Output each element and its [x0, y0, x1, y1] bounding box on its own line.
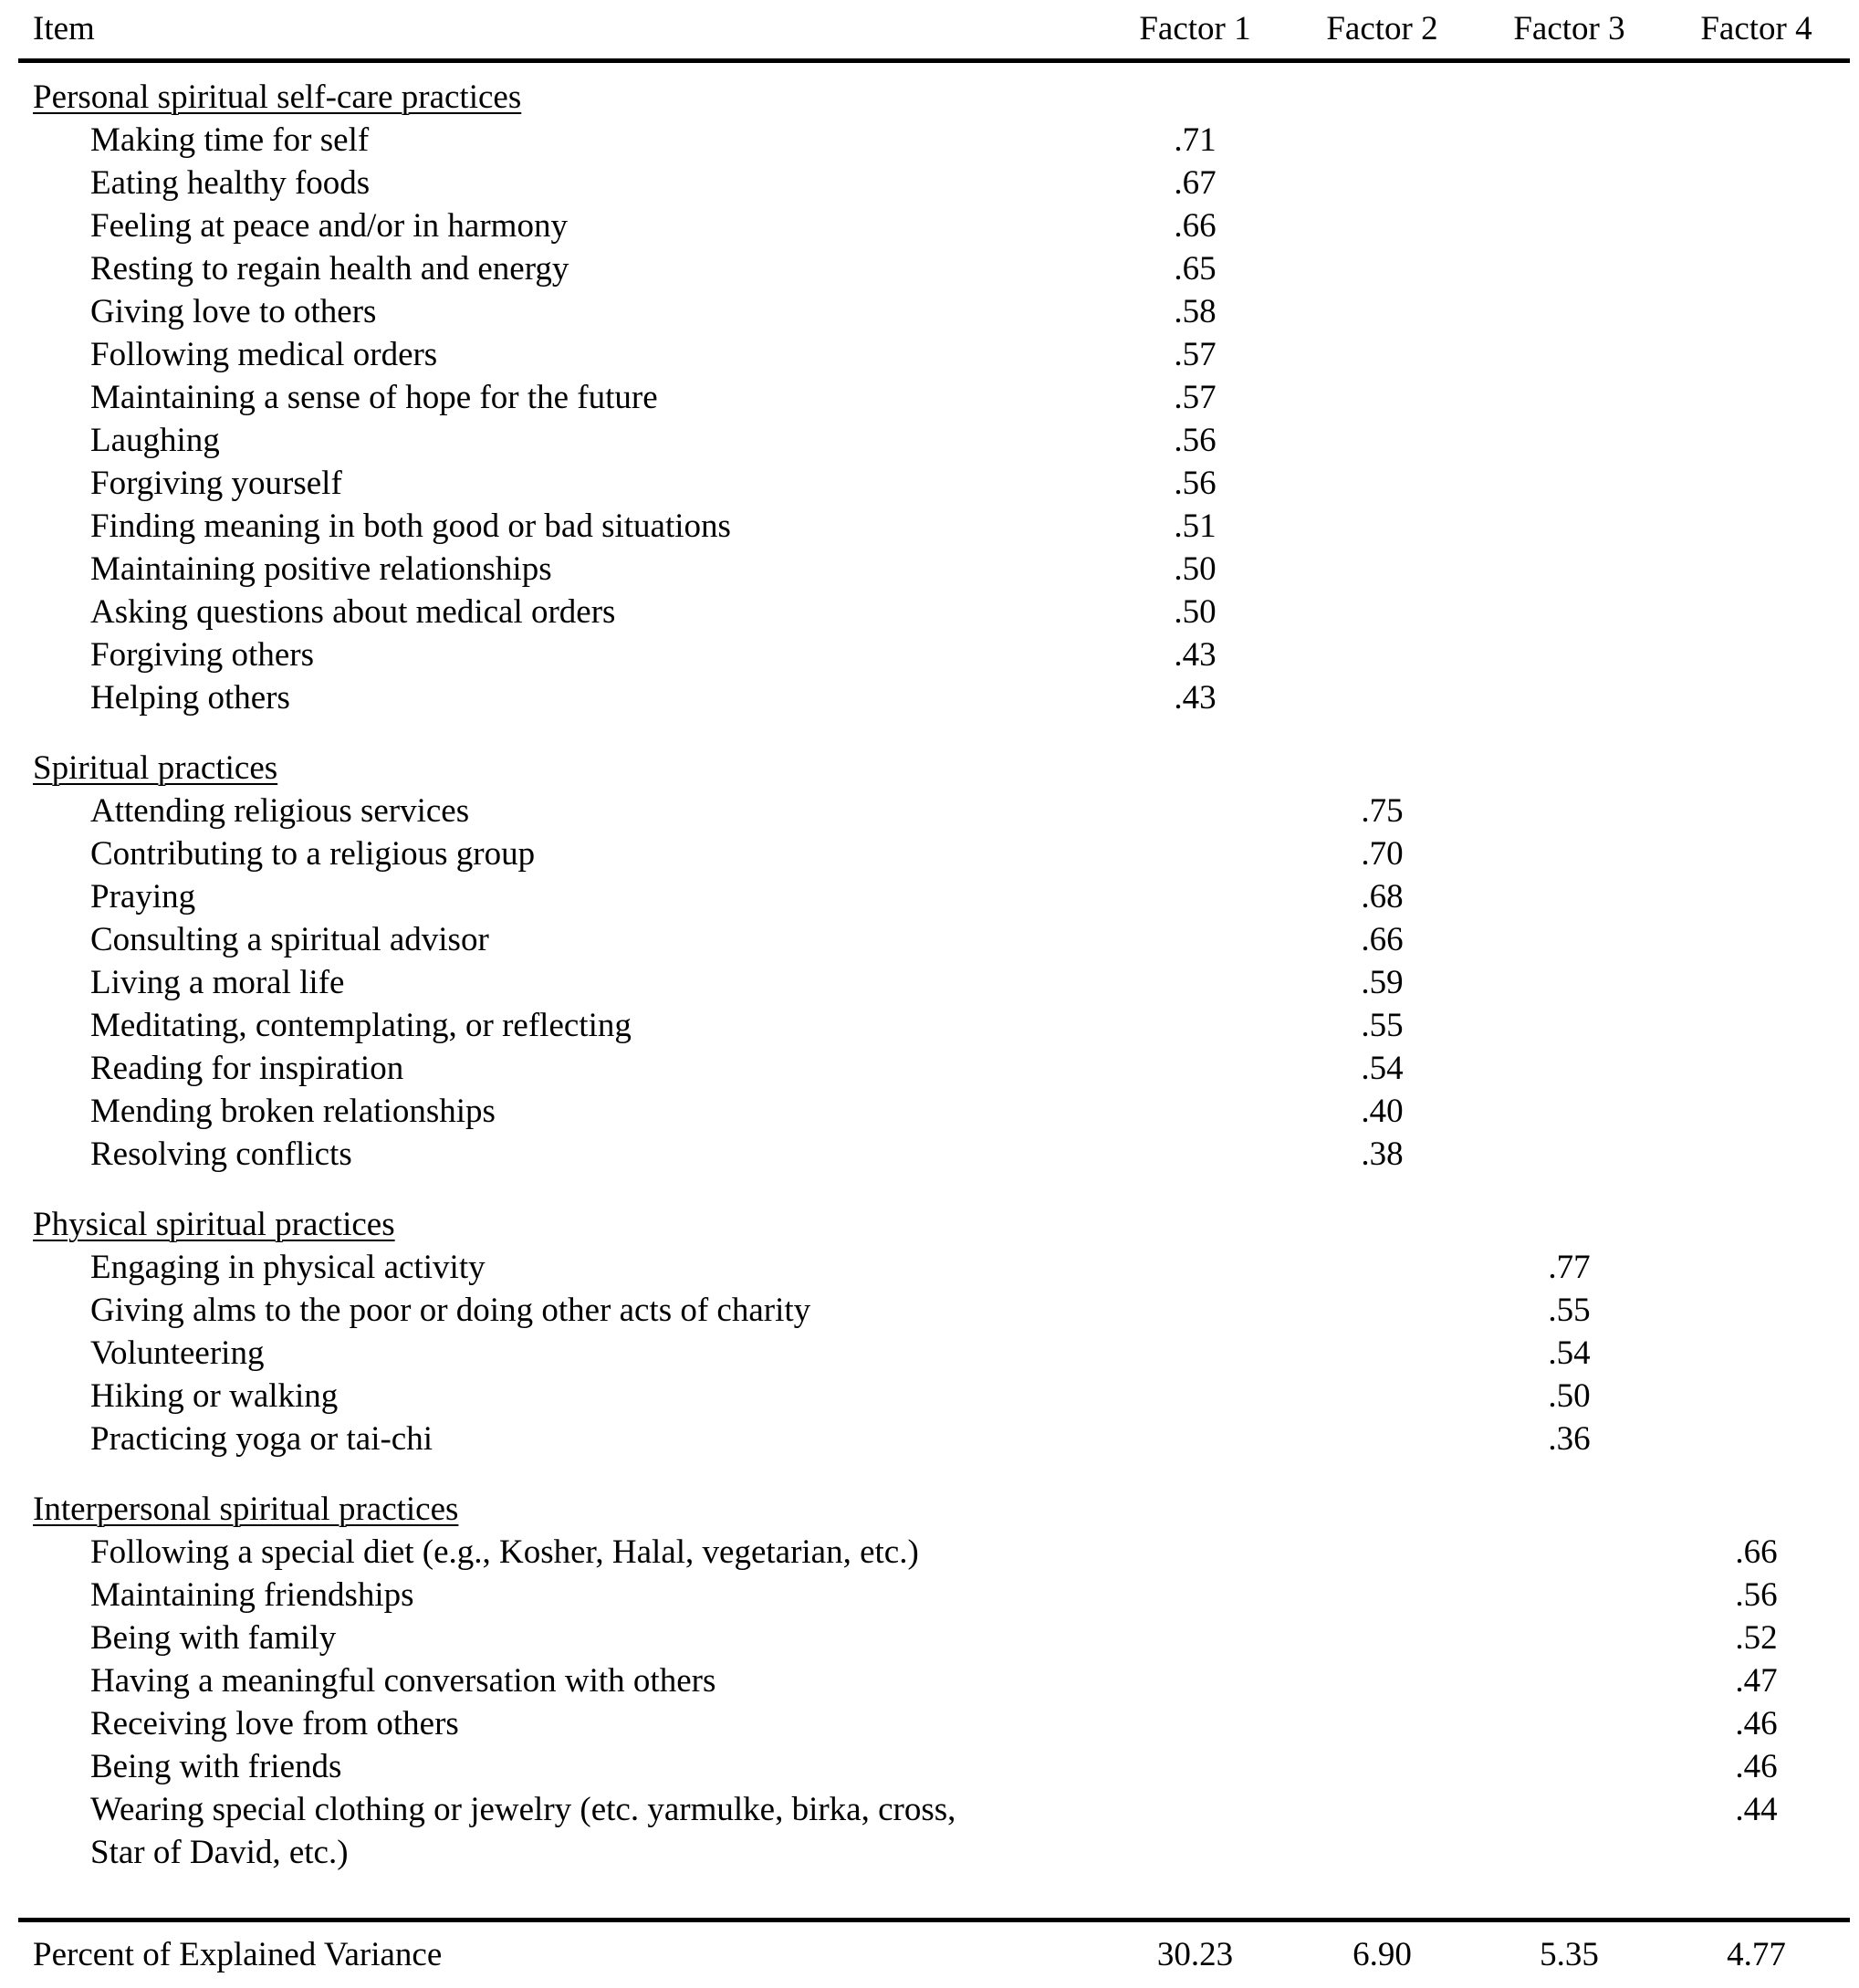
- item-label: Being with friends: [90, 1748, 342, 1785]
- factor-1-loading: .66: [1174, 207, 1217, 245]
- table-row: [18, 1659, 1850, 1702]
- item-label: Practicing yoga or tai-chi: [90, 1420, 433, 1458]
- item-label: Eating healthy foods: [90, 164, 371, 202]
- factor-1-loading: .56: [1174, 465, 1217, 502]
- table-row: [18, 1004, 1850, 1047]
- factor-1-loading: .67: [1174, 164, 1217, 202]
- section-title: Personal spiritual self-care practices: [33, 78, 522, 116]
- item-label-cell: [18, 1375, 1102, 1418]
- item-label: Attending religious services: [90, 792, 470, 830]
- factor-1-loading: .57: [1174, 336, 1217, 373]
- table-header-row: [18, 5, 1850, 53]
- column-header-factor-2: Factor 2: [1326, 10, 1438, 47]
- item-label-cell: [18, 119, 1102, 162]
- factor-2-loading: .38: [1361, 1135, 1404, 1173]
- item-label: Making time for self: [90, 121, 370, 159]
- item-label: Laughing: [90, 422, 220, 459]
- item-label-wrap: Star of David, etc.): [90, 1834, 349, 1871]
- item-label-cell: [18, 333, 1102, 376]
- table-row: [18, 1246, 1850, 1289]
- item-label-cell: [18, 462, 1102, 505]
- table-row: [18, 875, 1850, 918]
- section-2: [18, 747, 1850, 1176]
- table-row: [18, 548, 1850, 591]
- table-row: [18, 1047, 1850, 1090]
- table-row: [18, 1133, 1850, 1176]
- section-title-row: [18, 76, 1850, 119]
- item-label: Being with family: [90, 1619, 337, 1657]
- factor-4-loading: .44: [1735, 1791, 1778, 1828]
- item-label-cell: [18, 832, 1102, 875]
- table-row: [18, 961, 1850, 1004]
- item-label: Hiking or walking: [90, 1377, 339, 1415]
- factor-3-loading: .77: [1548, 1249, 1591, 1286]
- section-title-row: [18, 1488, 1850, 1531]
- item-label-cell: [18, 290, 1102, 333]
- item-label-cell: [18, 1745, 1102, 1788]
- item-label: Meditating, contemplating, or reflecting: [90, 1007, 632, 1044]
- item-label-cell: [18, 376, 1102, 419]
- item-label: Consulting a spiritual advisor: [90, 921, 489, 958]
- item-label-cell: [18, 1574, 1102, 1617]
- table-row: [18, 918, 1850, 961]
- item-label-cell: [18, 1133, 1102, 1176]
- item-label-cell: [18, 419, 1102, 462]
- item-label-cell: [18, 1047, 1102, 1090]
- item-label-cell: [18, 1246, 1102, 1289]
- item-label-cell: [18, 1531, 1102, 1574]
- section-title-row: [18, 747, 1850, 790]
- item-label-cell: [18, 1289, 1102, 1332]
- item-label-cell: [18, 676, 1102, 719]
- factor-3-loading: .54: [1548, 1334, 1591, 1372]
- factor-1-loading: .58: [1174, 293, 1217, 330]
- item-label-cell: [18, 1090, 1102, 1133]
- section-title-cell: [18, 1203, 1102, 1246]
- item-label: Praying: [90, 878, 196, 916]
- table-row: [18, 1418, 1850, 1460]
- table-row: [18, 1745, 1850, 1788]
- item-label-cell: [18, 1004, 1102, 1047]
- item-label: Feeling at peace and/or in harmony: [90, 207, 568, 245]
- factor-1-loading: .56: [1174, 422, 1217, 459]
- item-label: Resting to regain health and energy: [90, 250, 569, 288]
- table-row: [18, 204, 1850, 247]
- explained-variance-factor-4: 4.77: [1727, 1936, 1786, 1973]
- item-label: Receiving love from others: [90, 1705, 459, 1742]
- section-4: [18, 1488, 1850, 1874]
- item-label-cell: [18, 162, 1102, 204]
- table-row: [18, 419, 1850, 462]
- factor-2-loading: .59: [1361, 964, 1404, 1001]
- table-row: [18, 1375, 1850, 1418]
- explained-variance-factor-1: 30.23: [1156, 1936, 1234, 1973]
- table-row: [18, 505, 1850, 548]
- table-body: [18, 76, 1850, 1874]
- table-row: [18, 247, 1850, 290]
- item-label-cell: [18, 1702, 1102, 1745]
- item-label: Finding meaning in both good or bad situations: [90, 507, 731, 545]
- item-label: Giving alms to the poor or doing other acts of charity: [90, 1292, 811, 1329]
- factor-3-loading: .36: [1548, 1420, 1591, 1458]
- item-label: Wearing special clothing or jewelry (etc. yarmulke, birka, cross,: [90, 1791, 956, 1828]
- factor-4-loading: .56: [1735, 1576, 1778, 1614]
- item-label-cell: [18, 1332, 1102, 1375]
- item-label: Forgiving others: [90, 636, 314, 674]
- item-label: Forgiving yourself: [90, 465, 342, 502]
- factor-3-loading: .55: [1548, 1292, 1591, 1329]
- explained-variance-label: Percent of Explained Variance: [33, 1936, 443, 1973]
- table-row: [18, 1289, 1850, 1332]
- factor-1-loading: .43: [1174, 636, 1217, 674]
- column-header-factor-3: Factor 3: [1513, 10, 1625, 47]
- item-label-cell: [18, 247, 1102, 290]
- item-label-cell: [18, 505, 1102, 548]
- table-row: [18, 462, 1850, 505]
- item-label-cell: [18, 918, 1102, 961]
- explained-variance-factor-2: 6.90: [1352, 1936, 1412, 1973]
- column-header-factor-1: Factor 1: [1139, 10, 1251, 47]
- item-label: Maintaining positive relationships: [90, 550, 552, 588]
- table-row: [18, 790, 1850, 832]
- item-label: Mending broken relationships: [90, 1093, 496, 1130]
- factor-1-loading: .51: [1174, 507, 1217, 545]
- table-row: [18, 1702, 1850, 1745]
- column-header-factor-4: Factor 4: [1700, 10, 1812, 47]
- factor-4-loading: .47: [1735, 1662, 1778, 1700]
- factor-2-loading: .75: [1361, 792, 1404, 830]
- item-label-cell: [18, 790, 1102, 832]
- bottom-rule: [18, 1918, 1850, 1922]
- factor-3-loading: .50: [1548, 1377, 1591, 1415]
- item-label: Resolving conflicts: [90, 1135, 352, 1173]
- column-header-item: Item: [33, 10, 95, 47]
- item-label: Maintaining a sense of hope for the future: [90, 379, 658, 416]
- table-row: [18, 1332, 1850, 1375]
- item-label-cell: [18, 1659, 1102, 1702]
- table-row: [18, 676, 1850, 719]
- table-row: [18, 1617, 1850, 1659]
- factor-1-loading: .50: [1174, 550, 1217, 588]
- table-row: [18, 333, 1850, 376]
- table-row: [18, 633, 1850, 676]
- section-title: Interpersonal spiritual practices: [33, 1491, 459, 1528]
- factor-2-loading: .68: [1361, 878, 1404, 916]
- factor-4-loading: .46: [1735, 1748, 1778, 1785]
- section-title-cell: [18, 1488, 1102, 1531]
- factor-4-loading: .52: [1735, 1619, 1778, 1657]
- item-label-cell: [18, 1788, 1102, 1874]
- item-label: Engaging in physical activity: [90, 1249, 486, 1286]
- item-label-cell: [18, 548, 1102, 591]
- table-row: [18, 832, 1850, 875]
- section-title-cell: [18, 76, 1102, 119]
- factor-1-loading: .43: [1174, 679, 1217, 717]
- factor-4-loading: .66: [1735, 1533, 1778, 1571]
- item-label: Living a moral life: [90, 964, 345, 1001]
- explained-variance-row: [18, 1933, 1850, 1976]
- section-3: [18, 1203, 1850, 1460]
- item-label-cell: [18, 633, 1102, 676]
- top-rule: [18, 58, 1850, 63]
- item-label-cell: [18, 591, 1102, 633]
- item-label: Maintaining friendships: [90, 1576, 414, 1614]
- table-row: [18, 376, 1850, 419]
- factor-1-loading: .71: [1174, 121, 1217, 159]
- item-label-cell: [18, 1418, 1102, 1460]
- section-title: Spiritual practices: [33, 749, 278, 787]
- item-label: Helping others: [90, 679, 290, 717]
- factor-2-loading: .55: [1361, 1007, 1404, 1044]
- item-label-cell: [18, 961, 1102, 1004]
- factor-2-loading: .54: [1361, 1050, 1404, 1087]
- item-label-cell: [18, 204, 1102, 247]
- item-label: Having a meaningful conversation with others: [90, 1662, 716, 1700]
- item-label: Volunteering: [90, 1334, 265, 1372]
- item-label: Following medical orders: [90, 336, 438, 373]
- item-label-cell: [18, 1617, 1102, 1659]
- table-row: [18, 1090, 1850, 1133]
- section-title-row: [18, 1203, 1850, 1246]
- factor-2-loading: .70: [1361, 835, 1404, 873]
- table-row: [18, 1531, 1850, 1574]
- item-label: Reading for inspiration: [90, 1050, 404, 1087]
- item-label: Giving love to others: [90, 293, 377, 330]
- table-row: [18, 1574, 1850, 1617]
- explained-variance-factor-3: 5.35: [1540, 1936, 1599, 1973]
- section-1: [18, 76, 1850, 719]
- item-label-cell: [18, 875, 1102, 918]
- table-row: [18, 290, 1850, 333]
- table-row: [18, 591, 1850, 633]
- table-row: [18, 119, 1850, 162]
- factor-4-loading: .46: [1735, 1705, 1778, 1742]
- item-label: Following a special diet (e.g., Kosher, Halal, vegetarian, etc.): [90, 1533, 919, 1571]
- factor-2-loading: .40: [1361, 1093, 1404, 1130]
- table-row: [18, 1788, 1850, 1874]
- factor-1-loading: .50: [1174, 593, 1217, 631]
- section-title-cell: [18, 747, 1102, 790]
- factor-1-loading: .57: [1174, 379, 1217, 416]
- item-label: Contributing to a religious group: [90, 835, 536, 873]
- factor-1-loading: .65: [1174, 250, 1217, 288]
- section-title: Physical spiritual practices: [33, 1206, 395, 1243]
- table-row: [18, 162, 1850, 204]
- item-label: Asking questions about medical orders: [90, 593, 616, 631]
- factor-2-loading: .66: [1361, 921, 1404, 958]
